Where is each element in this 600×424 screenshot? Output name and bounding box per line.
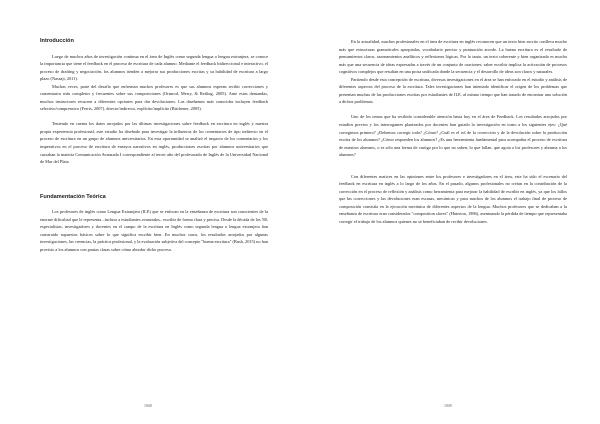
paragraph: En la actualidad, muchos profesionales en el área de escritura en inglés reconocen que un texto bien escrito conlleva mucho más que estructuras gramaticales apropiadas, vocabulario preciso y puntuación acorde. La buena escritura es el resultado de pensamientos claros, razonamientos analíticos y reflexiones lógicas. Por lo tanto, un texto coherente y bien organizado es mucho más que una secuencia de ideas expresadas a través de un conjunto de oraciones; saber escribir implica la activación de procesos cognitivos complejos que resultan en una prosa unificada donde la secuencia y el desarrollo de ideas son claros y naturales. [339,39,567,75]
page-number-left: 1048 [144,404,152,408]
paragraph: Luego de muchos años de investigación continua en el área de Inglés como segunda lengua o lengua extranjera, se conoce la importancia que tiene el feedback en el proceso de escritura de cada alumno. Mediante el feedback bidireccional e interactivo, el proceso de drafting y negociación, los alumnos tienden a mejorar sus producciones escritas y su habilidad de escritura a largo plazo (Nassaji, 2011). [40,53,268,82]
right-page [300,0,600,424]
heading-introduccion: Introducción [40,38,74,44]
page-number-right: 1049 [444,404,452,408]
paragraph: Muchas veces, parte del desafío que enfrentan muchos profesores es que sus alumnos esperan recibir correcciones y comentarios más completos y frecuentes sobre sus composiciones (Ormrod, Merry, & Reiling, 2005). Ante estas demandas, muchos instructores recurren a diferentes opciones para dar devoluciones. Las diseñamos más conocidas incluyen feedback selectivo/comprensivo (Ferris, 2007), directo/indirecto, explícito/implícito (Bitchener, 2005). [40,83,268,112]
right-column [339,38,567,226]
paragraph: Los profesores de inglés como Lengua Extranjera (ILE) que se enfocan en la enseñanza de escritura son conscientes de la enorme dificultad que le representa –incluso a estudiantes avanzados– escribir de forma clara y precisa. Desde la década de los '80, especialistas, investigadores y docentes en el campo de la escritura en Inglés como segunda lengua o lengua extranjera han construido supuestos básicos sobre lo que significa escribir bien. En muchos casos, los resultados arrojados por algunas investigaciones, las creencias, la práctica profesional, y la evaluación subjetiva del concepto "buena escritura" (Bush, 2015) no han provisto a los alumnos con pautas claras sobre cómo abordar dicho proceso. [40,209,268,252]
paragraph: Con diferentes matices en las opiniones entre los profesores e investigadores en el área, este ha sido el escenario del feedback en escritura en inglés a lo largo de los años. En el pasado, algunos profesionales no creían en la contribución de la corrección en el proceso de reflexión y análisis como herramienta para mejorar la habilidad de escribir en inglés, ya que los fallos que las correcciones y las devoluciones eran escasas, mecánicas y para muchos de los alumnos el trabajo final de proceso de composición consistía en la ejecución mecánica de diferentes aspectos de la lengua. Muchos profesores que se dedicaban a la enseñanza de escritura eran considerados "composition slaves" (Hairston, 1986), asentuando la pérdida de tiempo que representaba corregir el trabajo de los alumnos quienes no se beneficiaban de recibir devoluciones. [339,173,567,224]
heading-fundamentacion: Fundamentación Teórica [40,193,106,200]
paragraph: Teniendo en cuenta los datos arrojados por las últimas investigaciones sobre feedback en escritura en inglés y nuestra propia experiencia profesional, este estudio ha diseñado para investigar la influencia de los comentarios de tipo indirecto en el proceso de escritura en un grupo de alumnos universitarios. En esta oportunidad se analizó el impacto de los comentarios y los imperativos en el proceso de escritura de ensayos narrativos en inglés, producciones escritas por alumnos universitarios que cursaban la materia Comunicación Avanzada I correspondiente al tercer año del profesorado de Inglés de la Universidad Nacional de Mar del Plata. [40,121,268,165]
left-column [40,38,268,253]
paragraph: Uno de los temas que ha recibido considerable atención hasta hoy en el área de Feedback. Los resultados arrojados por estudios previos y los interrogantes planteados por docentes han guiado la investigación en torno a los siguientes ejes: ¿Qué corregimos primero? ¿Debemos corregir todo? ¿Cómo? ¿Cuál es el rol de la corrección y de la devolución sobre la producción escrita de los alumnos? ¿Cómo responden los alumnos? ¿Es una herramienta fundamental para acompañar el proceso de escritura de nuestros alumnos, o es sólo una forma de castigo por lo que no saben, lo que fallan, que agota a los profesores y abruma a los alumnos? [339,114,567,158]
section-fundamentacion [40,194,268,254]
paragraph: Partiendo desde esta concepción de escritura, diversas investigaciones en el área se han enfocado en el estudio y análisis de diferentes aspectos del proceso de la escritura. Tales investigaciones han intentado identificar el origen de los problemas que presentan muchas de las producciones escritas por estudiantes de ILE, al mismo tiempo que han tratado de encontrar una solución a dichos problemas. [339,76,567,105]
